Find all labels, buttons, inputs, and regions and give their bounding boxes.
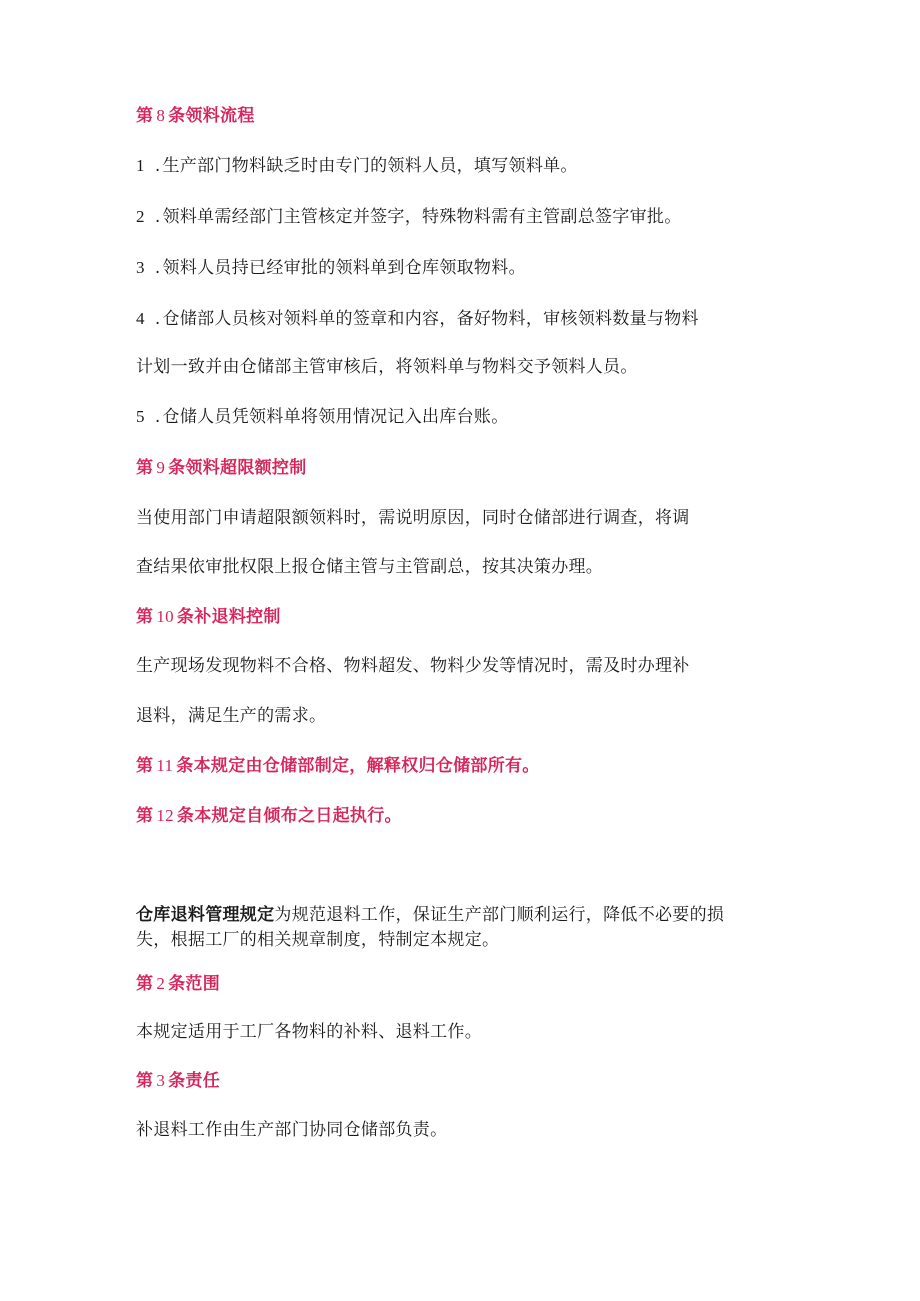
list-item: 1 . 生产部门物料缺乏时由专门的领料人员，填写领料单。 xyxy=(136,156,578,176)
article-3-heading: 第 3 条责任 xyxy=(136,1071,221,1091)
paragraph-line: 退料，满足生产的需求。 xyxy=(136,706,327,726)
list-item: 2 . 领料单需经部门主管核定并签字，特殊物料需有主管副总签字审批。 xyxy=(136,207,682,227)
article-9-heading: 第 9 条领料超限额控制 xyxy=(136,458,307,478)
paragraph-line: 本规定适用于工厂各物料的补料、退料工作。 xyxy=(136,1022,482,1042)
list-item: 3 . 领料人员持已经审批的领料单到仓库领取物料。 xyxy=(136,258,526,278)
article-12-heading: 第 12 条本规定自倾布之日起执行。 xyxy=(136,806,402,826)
paragraph-line: 当使用部门申请超限额领料时，需说明原因，同时仓储部进行调查，将调 xyxy=(136,508,690,528)
paragraph-line: 补退料工作由生产部门协同仓储部负责。 xyxy=(136,1120,448,1140)
document-title: 仓库退料管理规定 xyxy=(136,905,275,925)
list-item-continuation: 计划一致并由仓储部主管审核后，将领料单与物料交予领料人员。 xyxy=(136,357,638,377)
intro-paragraph-continuation: 失，根据工厂的相关规章制度，特制定本规定。 xyxy=(136,930,500,950)
list-item: 4 . 仓储部人员核对领料单的签章和内容，备好物料，审核领料数量与物料 xyxy=(136,309,699,329)
article-2-heading: 第 2 条范围 xyxy=(136,974,221,994)
intro-paragraph-line: 仓库退料管理规定为规范退料工作，保证生产部门顺利运行，降低不必要的损 xyxy=(136,905,725,925)
list-item: 5 . 仓储人员凭领料单将领用情况记入出库台账。 xyxy=(136,407,509,427)
article-8-heading: 第 8 条领料流程 xyxy=(136,106,255,126)
article-11-heading: 第 11 条本规定由仓储部制定，解释权归仓储部所有。 xyxy=(136,756,540,776)
paragraph-line: 查结果依审批权限上报仓储主管与主管副总，按其决策办理。 xyxy=(136,557,604,577)
paragraph-line: 生产现场发现物料不合格、物料超发、物料少发等情况时，需及时办理补 xyxy=(136,656,690,676)
article-10-heading: 第 10 条补退料控制 xyxy=(136,607,281,627)
